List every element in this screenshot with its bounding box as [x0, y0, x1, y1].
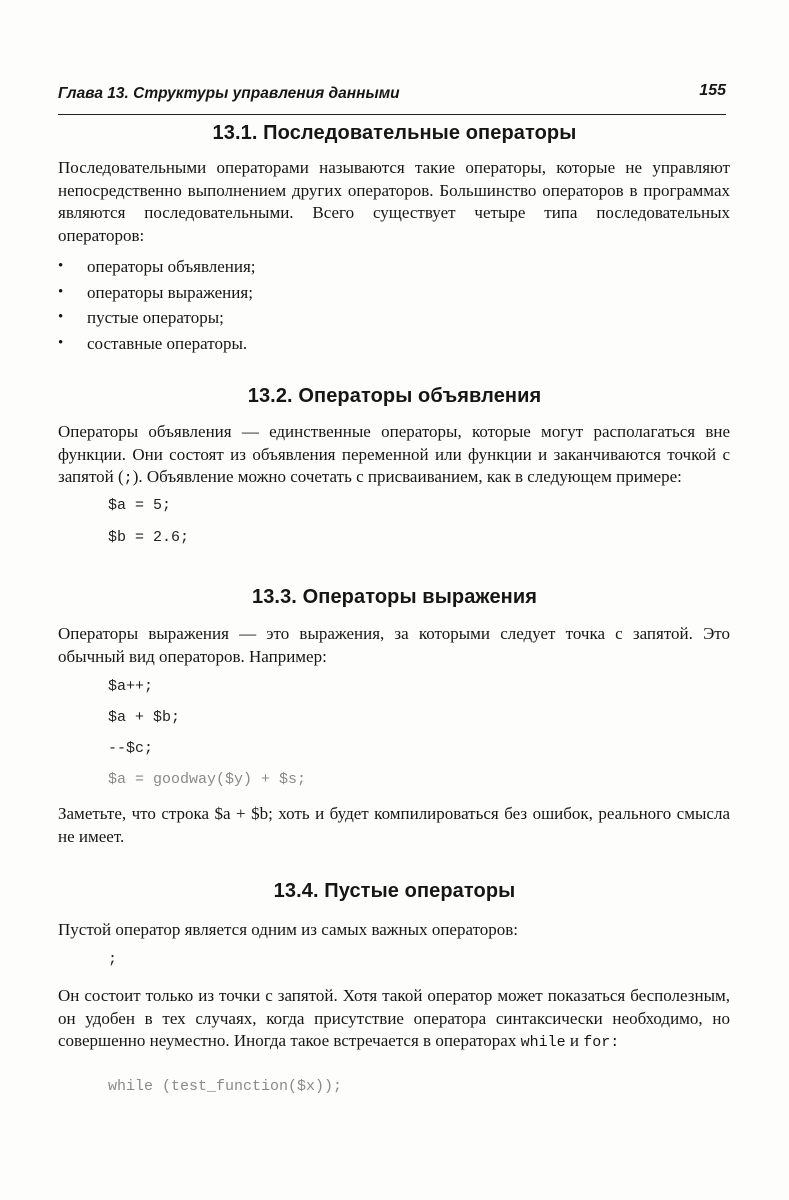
header-rule	[58, 114, 726, 115]
section-13-2-title: 13.2. Операторы объявления	[247, 385, 542, 407]
section-13-4-paragraph: Пустой оператор является одним из самых важных операторов:	[58, 920, 519, 939]
paragraph-text: Он состоит только из точки с запятой. Хотя такой оператор может показаться бесполезным, он удобен в тех случаях, когда присутствие оператора синтаксически необходимо, но совершенно неуместно. Иногда такое встречается в операторах	[58, 986, 730, 1050]
chapter-title: Глава 13. Структуры управления данными	[58, 85, 400, 102]
section-13-3-title: 13.3. Операторы выражения	[251, 586, 538, 608]
section-13-4-title: 13.4. Пустые операторы	[273, 880, 516, 902]
list-item: • операторы выражения;	[58, 280, 256, 306]
running-head	[58, 82, 726, 106]
paragraph-text: Операторы объявления — единственные операторы, которые могут располагаться вне функции. Они состоят из объявления переменной или функции и заканчиваются точкой с запятой (	[58, 422, 730, 486]
code-line: ;	[108, 951, 118, 968]
code-line: while (test_function($x));	[108, 1078, 343, 1095]
code-line: --$c;	[108, 740, 154, 757]
keyword-while: while	[520, 1034, 566, 1051]
section-13-4-paragraph-2	[58, 985, 730, 1055]
paragraph-text: ). Объявление можно сочетать с присваиванием, как в следующем примере:	[132, 467, 682, 486]
sequential-operators-list	[58, 254, 256, 356]
paragraph-text: и	[569, 1031, 579, 1050]
section-13-3-paragraph: Операторы выражения — это выражения, за которыми следует точка с запятой. Это обычный вид операторов. Например:	[58, 624, 730, 666]
code-line: $b = 2.6;	[108, 529, 190, 546]
code-line: $a++;	[108, 678, 154, 695]
semicolon-code: ;	[123, 470, 133, 487]
code-line: $a = 5;	[108, 497, 172, 514]
code-line: $a = goodway($y) + $s;	[108, 771, 307, 788]
page-number: 155	[699, 82, 726, 99]
keyword-for: for:	[583, 1034, 620, 1051]
section-13-1-paragraph: Последовательными операторами называются такие операторы, которые не управляют непосредственно выполнением других операторов. Большинство операторов в программах являются последовательными. Всего существует четыре типа последовательных операторов:	[58, 158, 730, 245]
list-item: • операторы объявления;	[58, 254, 256, 280]
section-13-2-paragraph	[58, 421, 730, 491]
list-item: • составные операторы.	[58, 331, 256, 357]
section-13-1-title: 13.1. Последовательные операторы	[212, 122, 577, 144]
list-item: • пустые операторы;	[58, 305, 256, 331]
section-13-3-note: Заметьте, что строка $a + $b; хоть и будет компилироваться без ошибок, реального смысла не имеет.	[58, 804, 730, 846]
code-line: $a + $b;	[108, 709, 181, 726]
